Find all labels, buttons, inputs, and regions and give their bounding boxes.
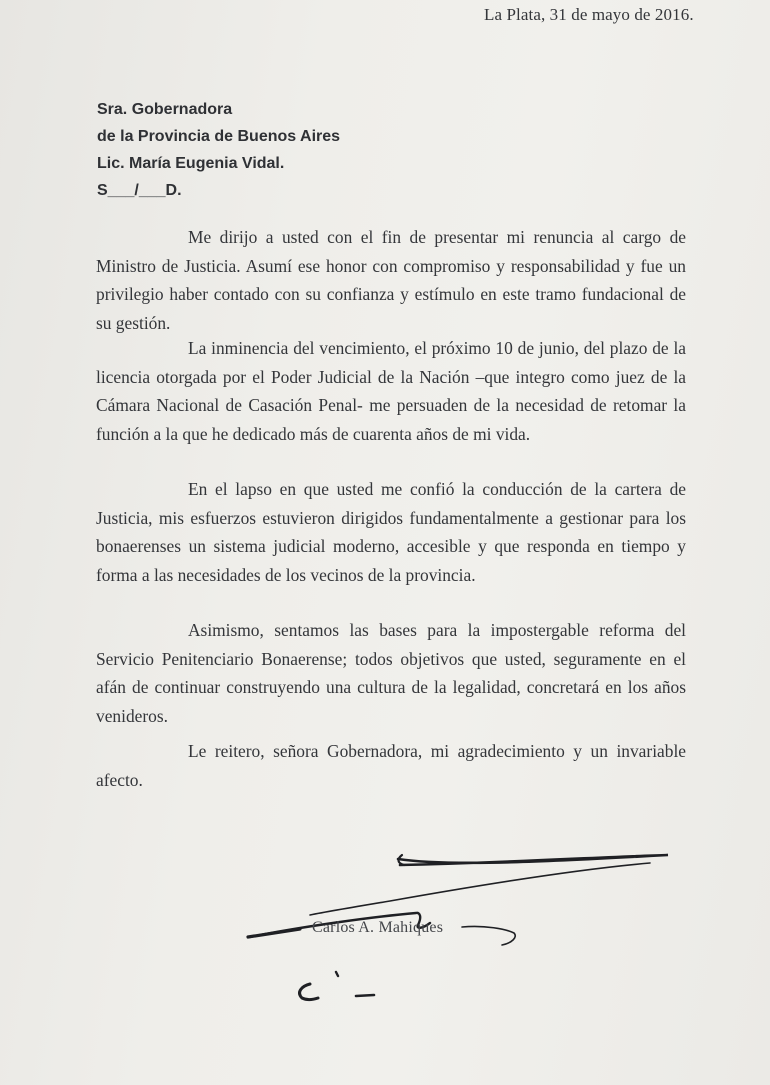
paragraph-reform: Asimismo, sentamos las bases para la impostergable reforma del Servicio Penitenciario Bonaerense; todos objetivos que usted, seguramente en el afán de continuar construyendo una cultura de la legalidad, concretará en los años venideros. <box>96 620 686 726</box>
paragraph-closing: Le reitero, señora Gobernadora, mi agradecimiento y un invariable afecto. <box>96 741 686 790</box>
handwritten-initials <box>288 970 388 1010</box>
paragraph-efforts: En el lapso en que usted me confió la conducción de la cartera de Justicia, mis esfuerzos estuvieron dirigidos fundamentalmente a gestionar para los bonaerenses un sistema judicial moderno, accesible y que responda en tiempo y forma a las necesidades de los vecinos de la provincia. <box>96 479 686 585</box>
signer-name: Carlos A. Mahiques <box>312 919 444 936</box>
paragraph-resignation: Me dirijo a usted con el fin de presentar mi renuncia al cargo de Ministro de Justicia. Asumí ese honor con compromiso y responsabilidad y fue un privilegio haber contado con su confianza y estímulo en este tramo fundacional de su gestión. <box>96 227 686 333</box>
recipient-block <box>97 96 340 204</box>
recipient-salutation: S___/___D. <box>97 182 182 199</box>
recipient-province: de la Provincia de Buenos Aires <box>97 128 341 145</box>
recipient-name: Lic. María Eugenia Vidal. <box>97 155 285 172</box>
recipient-title: Sra. Gobernadora <box>97 101 233 118</box>
letter-date: La Plata, 31 de mayo de 2016. <box>484 5 694 24</box>
paragraph-license: La inminencia del vencimiento, el próximo 10 de junio, del plazo de la licencia otorgada por el Poder Judicial de la Nación –que integro como juez de la Cámara Nacional de Casación Penal- me persuaden de la necesidad de retomar la función a la que he dedicado más de cuarenta años de mi vida. <box>96 338 686 444</box>
